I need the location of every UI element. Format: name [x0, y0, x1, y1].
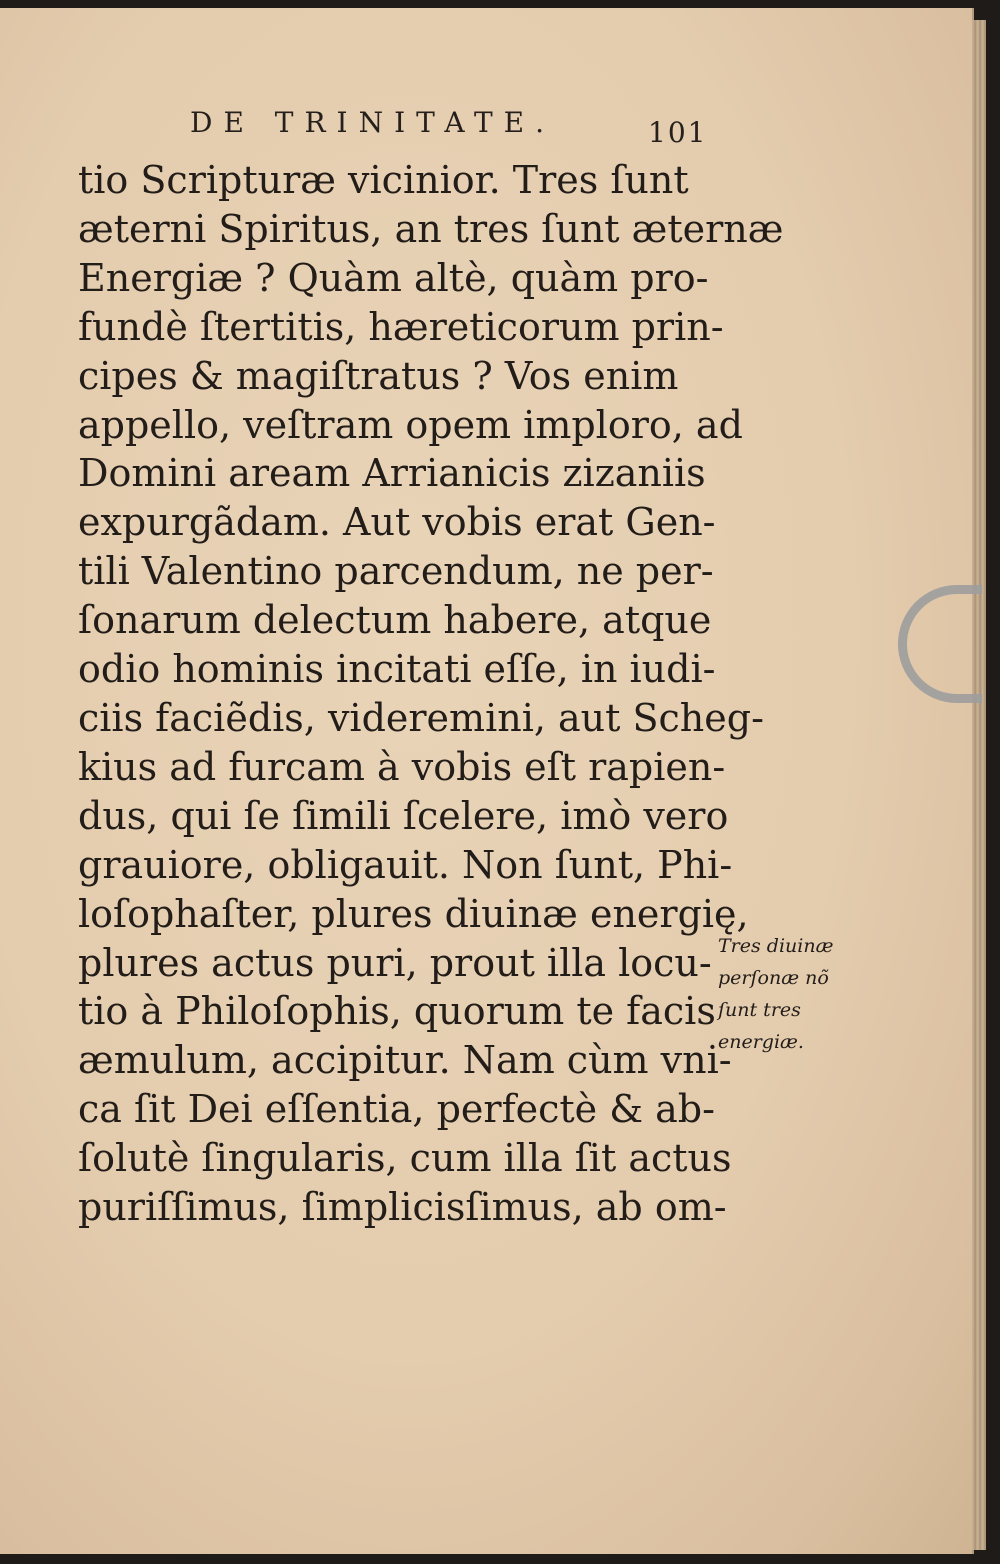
text-line: ciis faciẽdis, videremini, aut Scheg- — [78, 695, 764, 740]
text-line: ſolutè ſingularis, cum illa ſit actus — [78, 1136, 732, 1181]
text-line: loſophaſter, plures diuinæ energię, — [78, 891, 749, 936]
text-line: expurgãdam. Aut vobis erat Gen- — [78, 500, 716, 545]
text-line: tili Valentino parcendum, ne per- — [78, 549, 714, 594]
text-line: æterni Spiritus, an tres ſunt æternæ — [78, 206, 784, 251]
running-head: DE TRINITATE. — [190, 106, 556, 139]
text-line: plures actus puri, prout illa locu- — [78, 940, 712, 985]
page-edge — [972, 20, 986, 1550]
book-page — [0, 8, 974, 1554]
margin-note — [718, 930, 868, 1058]
text-line: æmulum, accipitur. Nam cùm vni- — [78, 1038, 732, 1083]
text-line: Domini aream Arrianicis zizaniis — [78, 451, 706, 496]
text-line: Energiæ ? Quàm altè, quàm pro- — [78, 255, 709, 300]
text-line: tio Scripturæ vicinior. Tres ſunt — [78, 158, 689, 202]
text-line: puriſſimus, ſimplicisſimus, ab om- — [78, 1185, 727, 1230]
text-line: tio à Philoſophis, quorum te facis — [78, 989, 716, 1034]
text-line: fundè ſtertitis, hæreticorum prin- — [78, 304, 724, 349]
text-line: ca ſit Dei eſſentia, perfectè & ab- — [78, 1087, 715, 1132]
text-line: ſonarum delectum habere, atque — [78, 598, 712, 643]
margin-note-line: perſonæ nõ — [718, 967, 829, 989]
text-line: cipes & magiſtratus ? Vos enim — [78, 353, 679, 398]
margin-note-line: energiæ. — [718, 1031, 804, 1053]
text-line: grauiore, obligauit. Non ſunt, Phi- — [78, 842, 733, 887]
margin-note-line: Tres diuinæ — [718, 935, 834, 957]
margin-note-line: ſunt tres — [718, 999, 801, 1021]
page-number: 101 — [648, 116, 708, 149]
text-line: odio hominis incitati eſſe, in iudi- — [78, 647, 716, 692]
text-line: dus, qui ſe ſimili ſcelere, imò vero — [78, 793, 729, 838]
text-line: kius ad furcam à vobis eſt rapien- — [78, 744, 726, 789]
text-line: appello, veſtram opem imploro, ad — [78, 402, 743, 447]
